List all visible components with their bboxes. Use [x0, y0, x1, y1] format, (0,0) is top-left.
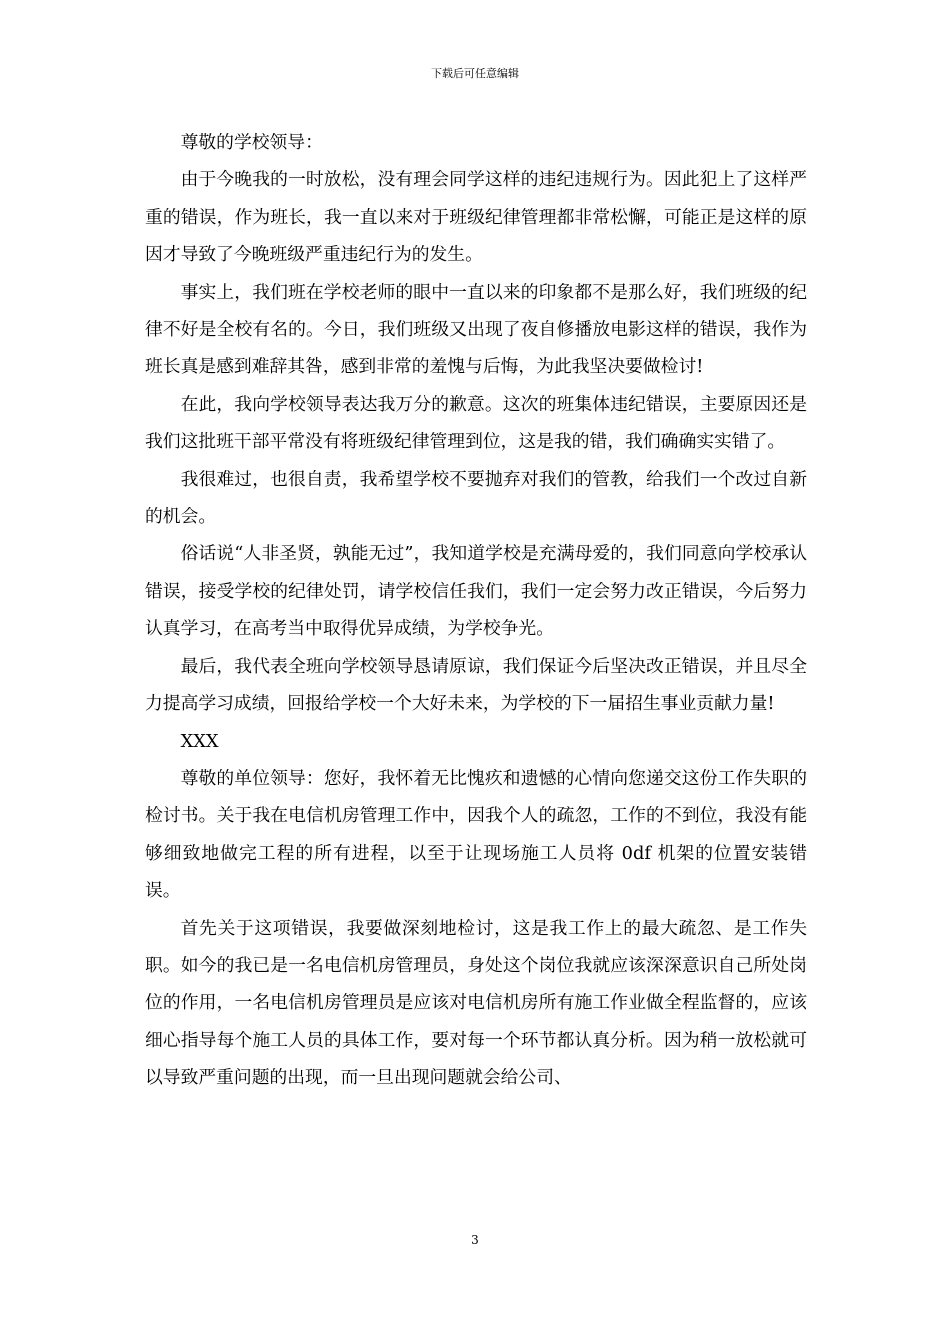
- body-paragraph: 俗话说“人非圣贤，孰能无过”，我知道学校是充满母爱的，我们同意向学校承认错误，接受学校的纪律处罚，请学校信任我们，我们一定会努力改正错误，今后努力认真学习，在高考当中取得优异成绩，为学校争光。: [145, 543, 807, 640]
- body-paragraph: 事实上，我们班在学校老师的眼中一直以来的印象都不是那么好，我们班级的纪律不好是全校有名的。今日，我们班级又出现了夜自修播放电影这样的错误，我作为班长真是感到难辞其咎，感到非常的羞愧与后悔，为此我坚决要做检讨!: [145, 281, 807, 378]
- salutation-unit: 尊敬的单位领导：您好，我怀着无比愧疚和遗憾的心情向您递交这份工作失职的检讨书。关于我在电信机房管理工作中，因我个人的疏忽，工作的不到位，我没有能够细致地做完工程的所有进程，以至于让现场施工人员将 0df 机架的位置安装错误。: [145, 767, 807, 902]
- body-paragraph: 首先关于这项错误，我要做深刻地检讨，这是我工作上的最大疏忽、是工作失职。如今的我已是一名电信机房管理员，身处这个岗位我就应该深深意识自己所处岗位的作用，一名电信机房管理员是应该对电信机房所有施工作业做全程监督的，应该细心指导每个施工人员的具体工作，要对每一个环节都认真分析。因为稍一放松就可以导致严重问题的出现，而一旦出现问题就会给公司、: [145, 917, 807, 1089]
- document-body: [145, 124, 807, 1097]
- body-paragraph: 在此，我向学校领导表达我万分的歉意。这次的班集体违纪错误，主要原因还是我们这批班干部平常没有将班级纪律管理到位，这是我的错，我们确确实实错了。: [145, 393, 807, 453]
- body-paragraph: 最后，我代表全班向学校领导恳请原谅，我们保证今后坚决改正错误，并且尽全力提高学习成绩，回报给学校一个大好未来，为学校的下一届招生事业贡献力量!: [145, 655, 807, 715]
- body-paragraph: 由于今晚我的一时放松，没有理会同学这样的违纪违规行为。因此犯上了这样严重的错误，作为班长，我一直以来对于班级纪律管理都非常松懈，可能正是这样的原因才导致了今晚班级严重违纪行为的发生。: [145, 169, 807, 266]
- page-number: 3: [471, 1233, 479, 1247]
- signature: XXX: [180, 730, 219, 752]
- salutation-school: 尊敬的学校领导：: [180, 132, 323, 153]
- page-header: 下载后可任意编辑: [431, 67, 519, 80]
- body-paragraph: 我很难过，也很自责，我希望学校不要抛弃对我们的管教，给我们一个改过自新的机会。: [145, 468, 807, 528]
